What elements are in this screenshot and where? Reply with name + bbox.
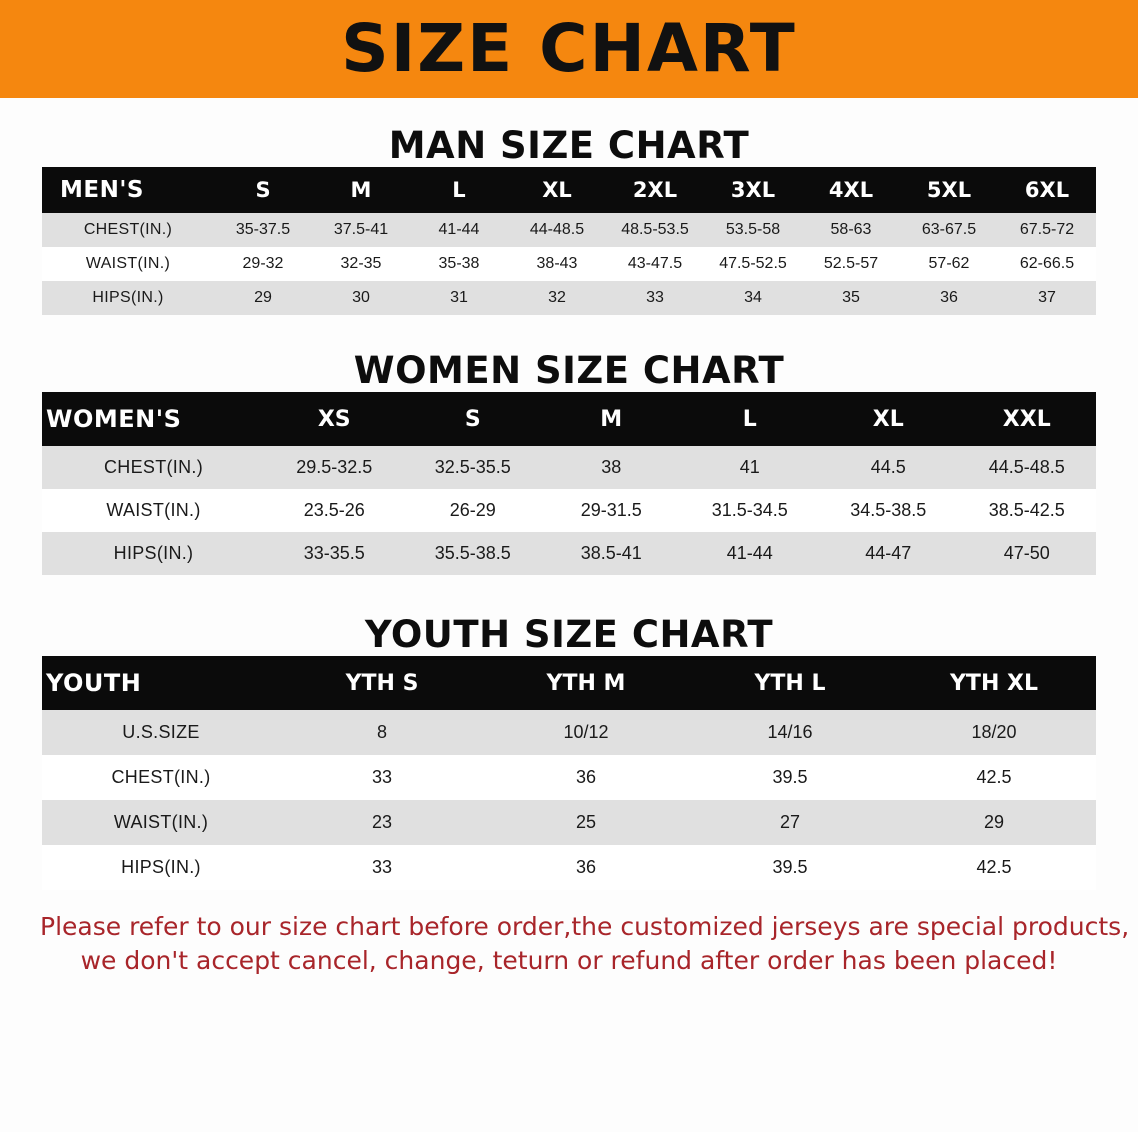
table-row <box>42 755 1096 800</box>
table-row <box>42 489 1096 532</box>
youth-table-header <box>42 656 1096 710</box>
man-header-cell-0: MEN'S <box>42 167 214 213</box>
women-size-table <box>42 392 1096 575</box>
women-cell-0-5: 44.5-48.5 <box>958 446 1097 489</box>
women-header-cell-0: WOMEN'S <box>42 392 265 446</box>
youth-row-0-label: U.S.SIZE <box>42 710 280 755</box>
table-row <box>42 247 1096 281</box>
youth-cell-1-3: 42.5 <box>892 755 1096 800</box>
man-size-table <box>42 167 1096 315</box>
man-header-cell-5: 2XL <box>606 167 704 213</box>
youth-cell-2-2: 27 <box>688 800 892 845</box>
youth-row-2-label: WAIST(IN.) <box>42 800 280 845</box>
women-table-body <box>42 446 1096 575</box>
women-table-header <box>42 392 1096 446</box>
man-cell-2-1: 30 <box>312 281 410 315</box>
table-row <box>42 532 1096 575</box>
youth-size-table <box>42 656 1096 890</box>
women-header-cell-6: XXL <box>958 392 1097 446</box>
man-cell-2-0: 29 <box>214 281 312 315</box>
table-header-row <box>42 167 1096 213</box>
man-cell-0-2: 41-44 <box>410 213 508 247</box>
man-table-body <box>42 213 1096 315</box>
man-cell-1-4: 43-47.5 <box>606 247 704 281</box>
man-cell-2-3: 32 <box>508 281 606 315</box>
man-cell-2-6: 35 <box>802 281 900 315</box>
youth-table-wrapper <box>42 656 1096 890</box>
youth-cell-3-3: 42.5 <box>892 845 1096 890</box>
women-cell-0-0: 29.5-32.5 <box>265 446 404 489</box>
man-header-cell-6: 3XL <box>704 167 802 213</box>
women-cell-1-0: 23.5-26 <box>265 489 404 532</box>
youth-cell-3-1: 36 <box>484 845 688 890</box>
women-cell-0-3: 41 <box>681 446 820 489</box>
man-cell-1-2: 35-38 <box>410 247 508 281</box>
women-row-2-label: HIPS(IN.) <box>42 532 265 575</box>
man-cell-1-8: 62-66.5 <box>998 247 1096 281</box>
women-row-1-label: WAIST(IN.) <box>42 489 265 532</box>
women-cell-0-4: 44.5 <box>819 446 958 489</box>
table-row <box>42 213 1096 247</box>
man-cell-0-6: 58-63 <box>802 213 900 247</box>
youth-header-cell-0: YOUTH <box>42 656 280 710</box>
youth-table-body <box>42 710 1096 890</box>
table-row <box>42 281 1096 315</box>
man-header-cell-1: S <box>214 167 312 213</box>
man-header-cell-9: 6XL <box>998 167 1096 213</box>
policy-note-line-2: we don't accept cancel, change, teturn or refund after order has been placed! <box>80 945 1058 975</box>
women-cell-1-4: 34.5-38.5 <box>819 489 958 532</box>
youth-cell-2-1: 25 <box>484 800 688 845</box>
women-cell-0-1: 32.5-35.5 <box>404 446 543 489</box>
youth-cell-1-1: 36 <box>484 755 688 800</box>
man-cell-2-8: 37 <box>998 281 1096 315</box>
youth-header-cell-3: YTH L <box>688 656 892 710</box>
women-header-cell-3: M <box>542 392 681 446</box>
man-cell-0-1: 37.5-41 <box>312 213 410 247</box>
table-row <box>42 845 1096 890</box>
youth-row-3-label: HIPS(IN.) <box>42 845 280 890</box>
youth-cell-0-2: 14/16 <box>688 710 892 755</box>
women-cell-2-1: 35.5-38.5 <box>404 532 543 575</box>
women-cell-1-2: 29-31.5 <box>542 489 681 532</box>
man-header-cell-3: L <box>410 167 508 213</box>
man-cell-0-7: 63-67.5 <box>900 213 998 247</box>
man-cell-0-5: 53.5-58 <box>704 213 802 247</box>
table-row <box>42 446 1096 489</box>
youth-header-cell-2: YTH M <box>484 656 688 710</box>
women-cell-1-1: 26-29 <box>404 489 543 532</box>
youth-cell-0-0: 8 <box>280 710 484 755</box>
youth-cell-0-3: 18/20 <box>892 710 1096 755</box>
policy-note-line-1: Please refer to our size chart before order,the customized jerseys are special products, <box>40 912 1130 941</box>
women-cell-2-3: 41-44 <box>681 532 820 575</box>
youth-cell-2-0: 23 <box>280 800 484 845</box>
man-table-wrapper <box>42 167 1096 315</box>
man-cell-2-2: 31 <box>410 281 508 315</box>
man-header-cell-8: 5XL <box>900 167 998 213</box>
man-cell-1-1: 32-35 <box>312 247 410 281</box>
women-cell-0-2: 38 <box>542 446 681 489</box>
man-header-cell-4: XL <box>508 167 606 213</box>
youth-cell-1-2: 39.5 <box>688 755 892 800</box>
man-row-0-label: CHEST(IN.) <box>42 213 214 247</box>
page-title: SIZE CHART <box>341 10 797 87</box>
table-header-row <box>42 656 1096 710</box>
man-table-header <box>42 167 1096 213</box>
youth-cell-3-0: 33 <box>280 845 484 890</box>
youth-header-cell-1: YTH S <box>280 656 484 710</box>
youth-cell-0-1: 10/12 <box>484 710 688 755</box>
women-row-0-label: CHEST(IN.) <box>42 446 265 489</box>
table-row <box>42 710 1096 755</box>
man-cell-2-4: 33 <box>606 281 704 315</box>
women-header-cell-5: XL <box>819 392 958 446</box>
man-cell-1-7: 57-62 <box>900 247 998 281</box>
man-cell-1-6: 52.5-57 <box>802 247 900 281</box>
man-cell-0-4: 48.5-53.5 <box>606 213 704 247</box>
man-cell-0-3: 44-48.5 <box>508 213 606 247</box>
man-cell-2-7: 36 <box>900 281 998 315</box>
women-cell-1-5: 38.5-42.5 <box>958 489 1097 532</box>
table-header-row <box>42 392 1096 446</box>
women-header-cell-1: XS <box>265 392 404 446</box>
man-row-2-label: HIPS(IN.) <box>42 281 214 315</box>
man-cell-1-5: 47.5-52.5 <box>704 247 802 281</box>
man-header-cell-7: 4XL <box>802 167 900 213</box>
man-row-1-label: WAIST(IN.) <box>42 247 214 281</box>
youth-cell-3-2: 39.5 <box>688 845 892 890</box>
man-section-title: MAN SIZE CHART <box>388 124 750 167</box>
women-cell-2-5: 47-50 <box>958 532 1097 575</box>
youth-cell-2-3: 29 <box>892 800 1096 845</box>
youth-header-cell-4: YTH XL <box>892 656 1096 710</box>
man-cell-0-8: 67.5-72 <box>998 213 1096 247</box>
man-cell-1-0: 29-32 <box>214 247 312 281</box>
table-row <box>42 800 1096 845</box>
man-cell-0-0: 35-37.5 <box>214 213 312 247</box>
man-cell-2-5: 34 <box>704 281 802 315</box>
youth-row-1-label: CHEST(IN.) <box>42 755 280 800</box>
women-cell-1-3: 31.5-34.5 <box>681 489 820 532</box>
women-table-wrapper <box>42 392 1096 575</box>
youth-section-title: YOUTH SIZE CHART <box>364 613 774 656</box>
policy-note <box>40 910 1130 978</box>
women-cell-2-2: 38.5-41 <box>542 532 681 575</box>
man-header-cell-2: M <box>312 167 410 213</box>
man-cell-1-3: 38-43 <box>508 247 606 281</box>
youth-cell-1-0: 33 <box>280 755 484 800</box>
women-section-title: WOMEN SIZE CHART <box>353 349 785 392</box>
women-header-cell-4: L <box>681 392 820 446</box>
women-cell-2-4: 44-47 <box>819 532 958 575</box>
women-header-cell-2: S <box>404 392 543 446</box>
women-cell-2-0: 33-35.5 <box>265 532 404 575</box>
page-banner <box>0 0 1138 98</box>
